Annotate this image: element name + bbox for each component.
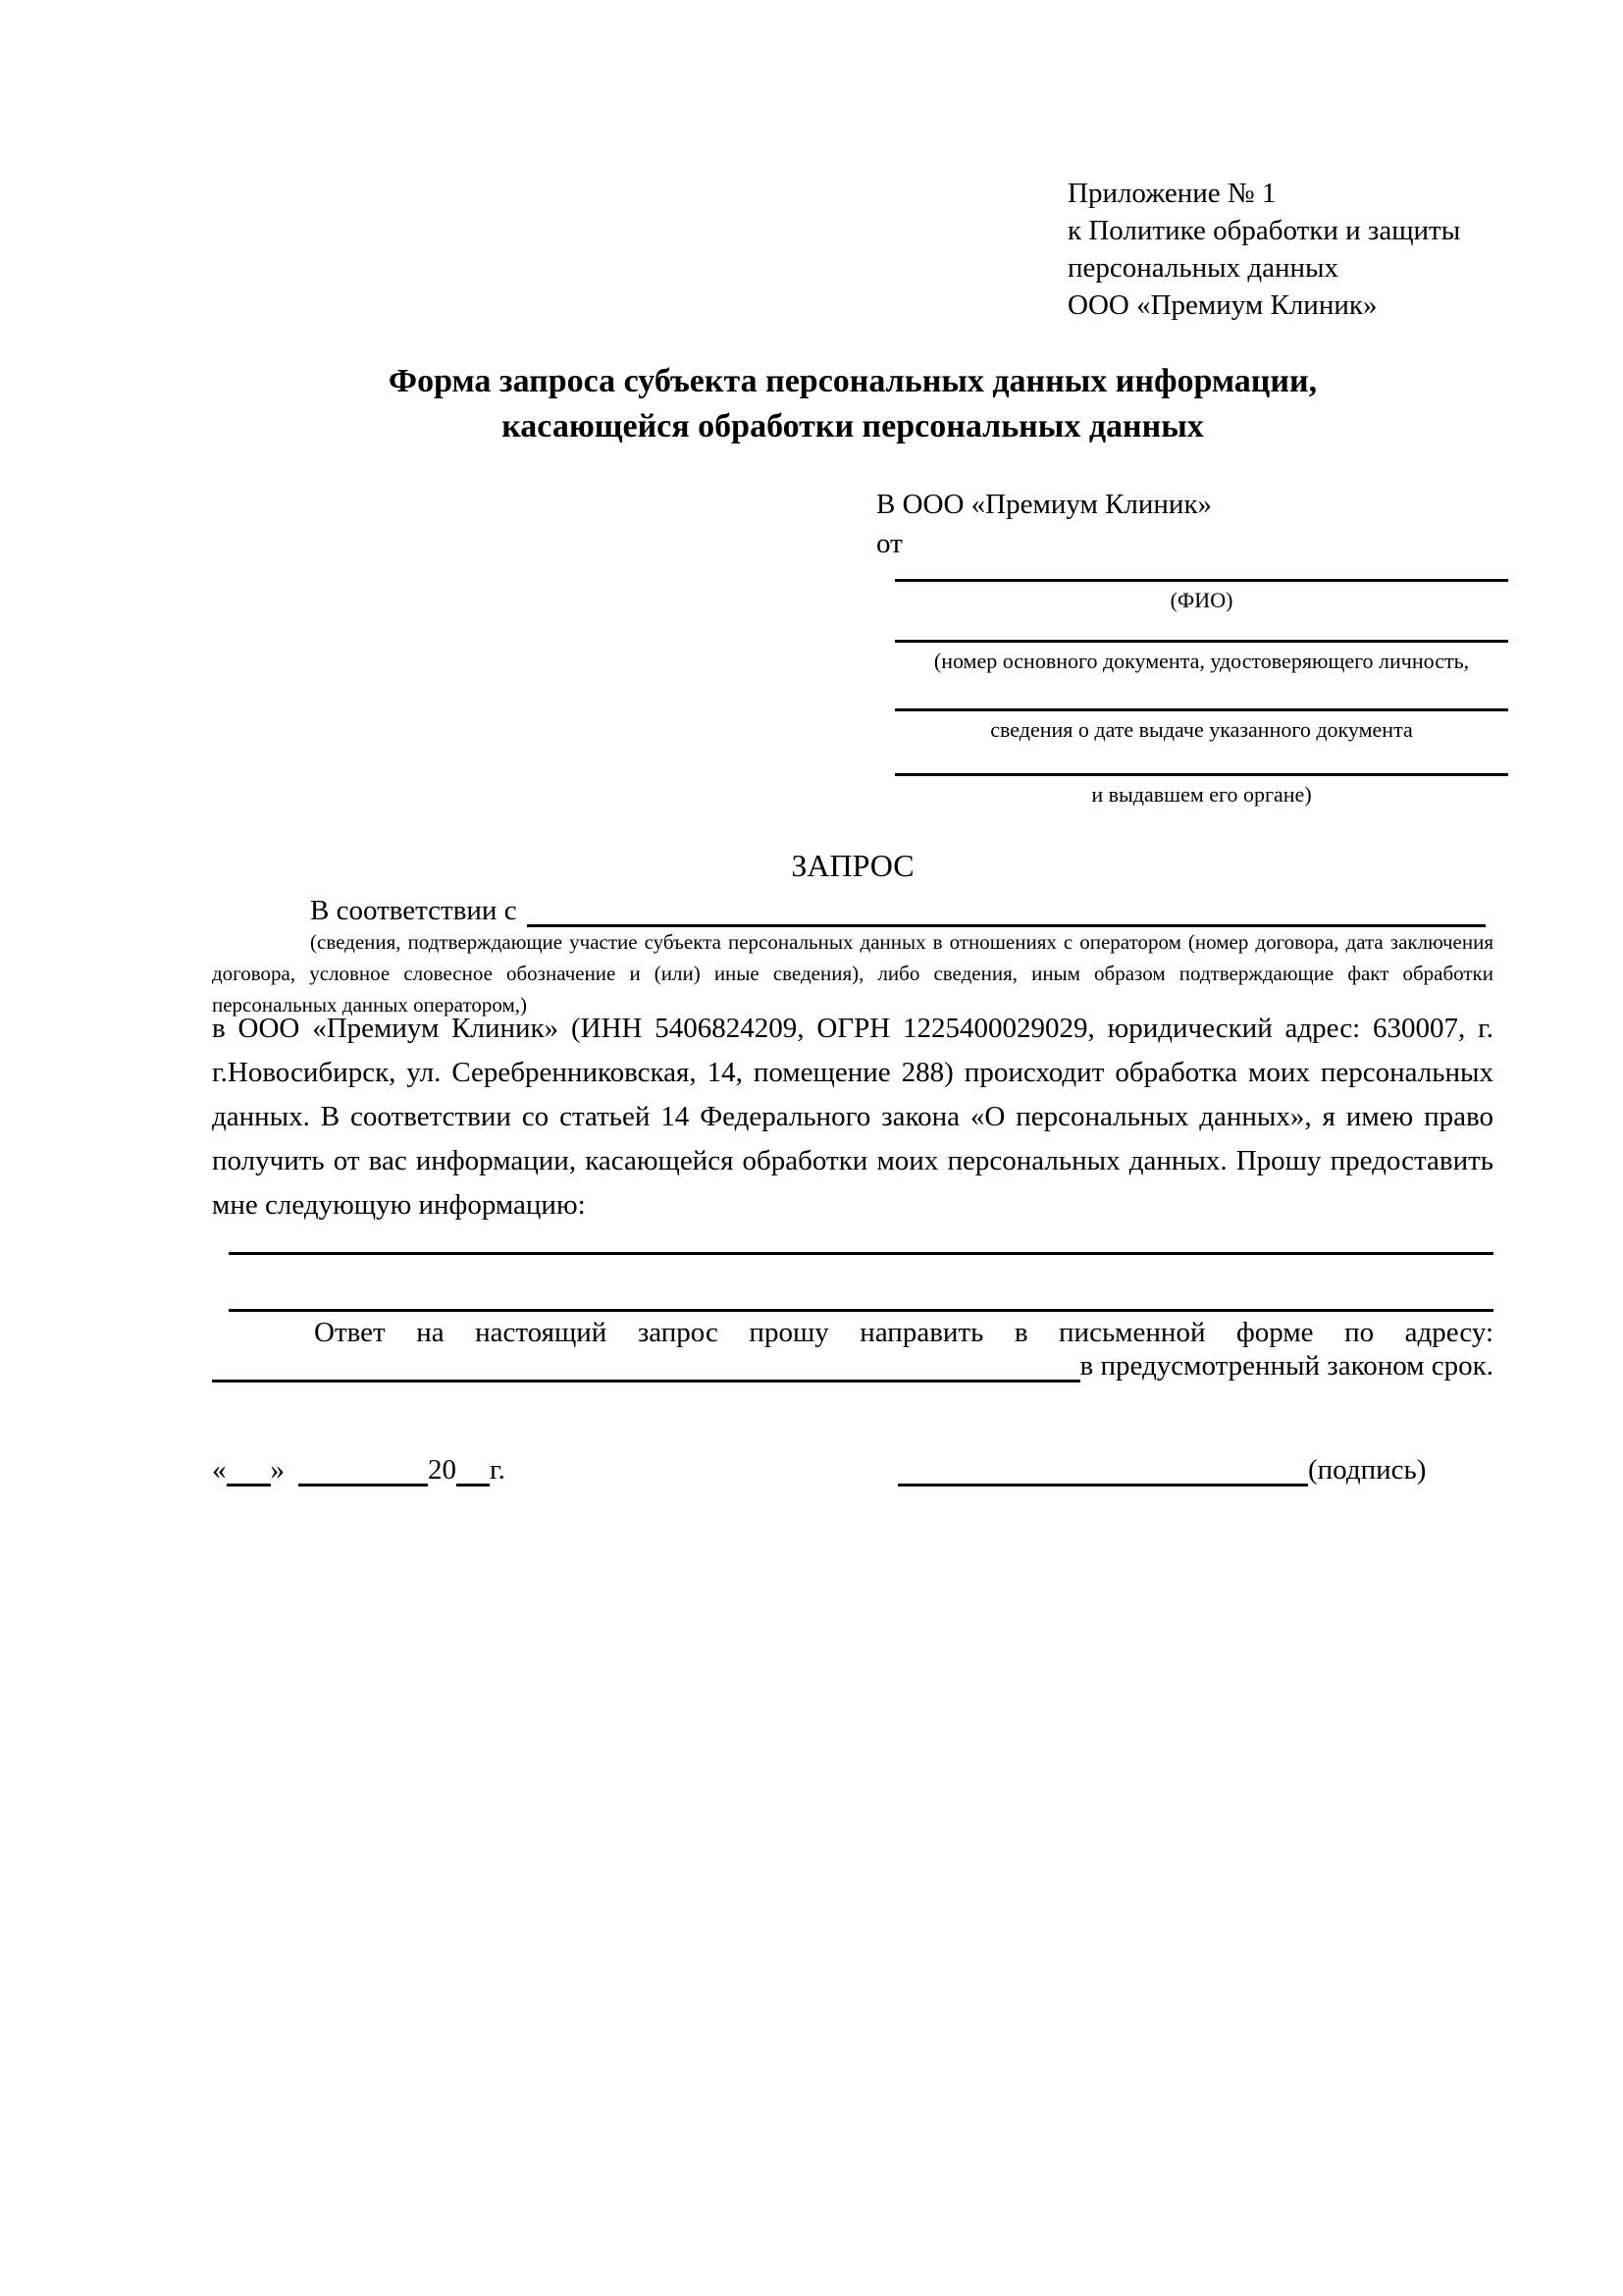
appendix-line-4: ООО «Премиум Клиник» bbox=[1068, 289, 1378, 321]
form-title-line-2: касающейся обработки персональных данных bbox=[501, 408, 1204, 444]
addressee-to: В ООО «Премиум Клиник» bbox=[876, 489, 1213, 520]
issuing-authority-caption: и выдавшем его органе) bbox=[1091, 782, 1312, 807]
date-row bbox=[212, 1450, 505, 1487]
id-document-caption: (номер основного документа, удостоверяющего личность, bbox=[933, 649, 1470, 673]
month-blank-line[interactable] bbox=[298, 1450, 428, 1487]
year-prefix: 20 bbox=[428, 1454, 456, 1486]
appendix-line-2: к Политике обработки и защиты bbox=[1068, 215, 1461, 246]
addressee-from-label: от bbox=[876, 528, 903, 559]
answer-address-blank-line[interactable] bbox=[212, 1346, 1080, 1383]
issuing-authority-blank-line[interactable] bbox=[895, 773, 1508, 776]
year-suffix: г. bbox=[490, 1454, 505, 1486]
basis-blank-line[interactable] bbox=[527, 889, 1486, 927]
request-body: в ООО «Премиум Клиник» (ИНН 5406824209, ОГРН 1225400029029, юридический адрес: 630007, г. г.Новосибирск, ул. Серебренниковская, 14, помещение 288) происходит обработка моих персональных данных. В соответствии со статьей 14 Федерального закона «О персональных данных», я имею право получить от вас информации, касающейся обработки моих персональных данных. Прошу предоставить мне следующую информацию: bbox=[212, 1013, 1493, 1221]
basis-label: В соответствии с bbox=[310, 895, 517, 926]
appendix-block bbox=[1068, 175, 1460, 324]
appendix-line-1: Приложение № 1 bbox=[1068, 178, 1277, 209]
answer-intro: Ответ на настоящий запрос прошу направить в письменной форме по адресу: bbox=[314, 1317, 1493, 1348]
appendix-line-3: персональных данных bbox=[1068, 252, 1339, 284]
answer-address-row bbox=[212, 1346, 1493, 1383]
date-spacer bbox=[285, 1453, 298, 1487]
issue-date-blank-line[interactable] bbox=[895, 708, 1508, 711]
form-title bbox=[212, 359, 1493, 449]
info-blank-line-2[interactable] bbox=[229, 1309, 1493, 1312]
request-heading: ЗАПРОС bbox=[791, 848, 915, 883]
day-blank-line[interactable] bbox=[227, 1450, 271, 1487]
date-close-quote: » bbox=[270, 1454, 285, 1486]
basis-row bbox=[310, 889, 1486, 927]
signature-blank-line[interactable] bbox=[898, 1450, 1308, 1487]
issue-date-caption: сведения о дате выдаче указанного документа bbox=[990, 717, 1413, 742]
fio-caption: (ФИО) bbox=[1170, 588, 1233, 612]
basis-footnote: (сведения, подтверждающие участие субъекта персональных данных в отношениях с оператором (номер договора, дата заключения договора, условное словесное обозначение и (или) иные сведения), либо сведения, иным образом подтверждающие факт обработки персональных данных оператором,) bbox=[212, 930, 1493, 1017]
signature-row bbox=[898, 1450, 1426, 1487]
id-document-blank-line[interactable] bbox=[895, 640, 1508, 643]
info-blank-line-1[interactable] bbox=[229, 1252, 1493, 1255]
form-title-line-1: Форма запроса субъекта персональных данных информации, bbox=[388, 363, 1318, 399]
answer-suffix: в предусмотренный законом срок. bbox=[1079, 1350, 1493, 1382]
signature-caption: (подпись) bbox=[1308, 1454, 1427, 1486]
fio-blank-line[interactable] bbox=[895, 579, 1508, 582]
date-open-quote: « bbox=[212, 1454, 227, 1486]
year-blank-line[interactable] bbox=[456, 1450, 490, 1487]
